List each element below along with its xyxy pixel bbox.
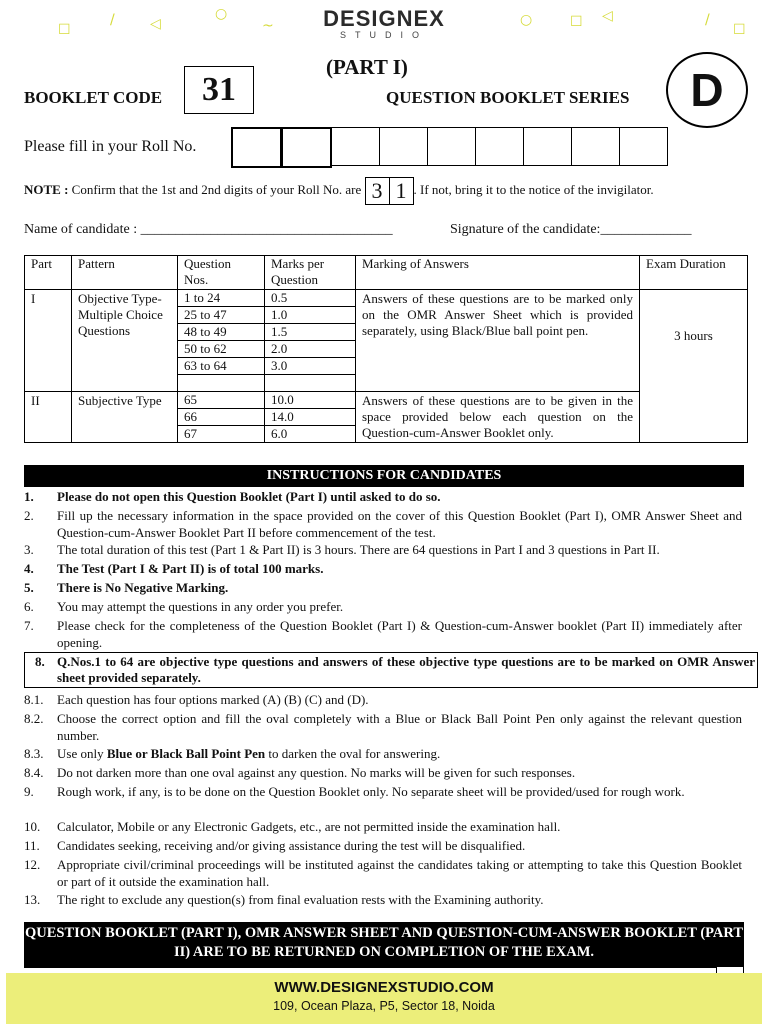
brand-logo [0, 6, 768, 40]
item-text: Q.Nos.1 to 64 are objective type questions and answers of these objective type questions are to be marked on OMR Answer sheet provided separately. [57, 654, 755, 685]
decor-line-icon: / [110, 12, 115, 28]
header-question-nos: Question Nos. [178, 256, 265, 290]
roll-number-boxes[interactable] [232, 127, 668, 168]
instruction-item [24, 764, 742, 781]
item-number: 5. [24, 580, 34, 595]
sub-row [178, 409, 355, 426]
note-line [24, 176, 654, 205]
item-number: 13. [24, 892, 41, 907]
question-range: 65 [178, 392, 265, 409]
instruction-item [24, 710, 742, 744]
item-text: Calculator, Mobile or any Electronic Gadgets, etc., are not permitted inside the examination hall. [57, 819, 561, 834]
sub-row [178, 290, 355, 307]
instruction-item [24, 507, 742, 541]
item-number: 8.2. [24, 711, 44, 726]
series-label: QUESTION BOOKLET SERIES [386, 88, 630, 107]
question-range: 66 [178, 409, 265, 426]
decor-square-icon: ☐ [58, 22, 71, 38]
header-marks: Marks per Question [265, 256, 356, 290]
instruction-item [24, 579, 742, 596]
item-number: 10. [24, 819, 41, 834]
decor-triangle-icon: ◁ [150, 16, 161, 32]
item-text-part: Use only [57, 746, 107, 761]
decor-line-icon: / [705, 12, 710, 28]
sub-row [178, 324, 355, 341]
roll-digit-2: 1 [389, 177, 414, 205]
questions-marks-subtable [178, 392, 355, 442]
brand-footer [6, 973, 762, 1024]
table-row [25, 392, 748, 443]
instruction-item [24, 488, 742, 505]
marks-value: 3.0 [265, 358, 356, 375]
marks-value: 2.0 [265, 341, 356, 358]
marks-value: 10.0 [265, 392, 356, 409]
address: 109, Ocean Plaza, P5, Sector 18, Noida [273, 999, 495, 1013]
instruction-item [24, 541, 742, 558]
item-number: 6. [24, 599, 34, 614]
note-text-after: . If not, bring it to the notice of the invigilator. [413, 182, 654, 197]
sub-row [178, 392, 355, 409]
note-label: NOTE : [24, 182, 69, 197]
question-range: 63 to 64 [178, 358, 265, 375]
sub-row [178, 341, 355, 358]
part-title: (PART I) [326, 55, 408, 79]
decor-square-icon: ☐ [570, 14, 583, 30]
exam-pattern-table [24, 255, 748, 443]
instruction-item [27, 654, 755, 686]
item-text: Candidates seeking, receiving and/or giving assistance during the test will be disqualified. [57, 838, 526, 853]
item-number: 11. [24, 838, 40, 853]
header-part: Part [25, 256, 72, 290]
instruction-item [24, 598, 742, 615]
item-text: Rough work, if any, is to be done on the Question Booklet only. No separate sheet will be provided/used for rough work. [57, 784, 685, 799]
item-text: Fill up the necessary information in the space provided on the cover of this Question Booklet (Part I), OMR Answer Sheet and Question-cum-Answer Booklet Part II before commencement of the test. [57, 508, 742, 540]
decor-circle-icon: ○ [215, 6, 228, 22]
item-number: 2. [24, 508, 34, 523]
item-text: You may attempt the questions in any order you prefer. [57, 599, 344, 614]
item-number: 1. [24, 489, 34, 504]
header-duration: Exam Duration [640, 256, 748, 290]
item-number: 8.1. [24, 692, 44, 707]
roll-digit-1: 3 [365, 177, 390, 205]
pattern-cell: Objective Type-Multiple Choice Questions [72, 290, 178, 392]
sub-row [178, 307, 355, 324]
item-text: The right to exclude any question(s) from final evaluation rests with the Examining authority. [57, 892, 544, 907]
instruction-item [24, 891, 742, 908]
roll-digit-box[interactable] [427, 127, 476, 166]
brand-name: DESIGNEX [323, 6, 445, 31]
item-text: The total duration of this test (Part 1 & Part II) is 3 hours. There are 64 questions in Part I and 3 questions in Part II. [57, 542, 660, 557]
item-text-bold: Blue or Black Ball Point Pen [106, 746, 266, 761]
item-text: Each question has four options marked (A) (B) (C) and (D). [57, 692, 369, 707]
item-text: Do not darken more than one oval against any question. No marks will be given for such responses. [57, 765, 576, 780]
candidate-name-field[interactable]: Name of candidate : ____________________________________ [24, 222, 393, 237]
decor-triangle-icon: ◁ [602, 8, 613, 24]
roll-digit-box[interactable] [619, 127, 668, 166]
question-range: 48 to 49 [178, 324, 265, 341]
roll-digit-box[interactable] [523, 127, 572, 166]
sub-row [178, 375, 355, 392]
booklet-code: 31 [184, 66, 254, 114]
table-header-row [25, 256, 748, 290]
part-cell: II [25, 392, 72, 443]
item-number: 3. [24, 542, 34, 557]
marks-value: 1.0 [265, 307, 356, 324]
sub-row [178, 426, 355, 443]
item-number: 7. [24, 618, 34, 633]
sub-row [178, 358, 355, 375]
booklet-code-label: BOOKLET CODE [24, 88, 163, 107]
item-text: Please do not open this Question Booklet (Part I) until asked to do so. [57, 489, 441, 504]
pattern-cell: Subjective Type [72, 392, 178, 443]
question-range: 25 to 47 [178, 307, 265, 324]
table-row [25, 290, 748, 392]
item-text-part: to darken the oval for answering. [265, 746, 441, 761]
instruction-item [24, 745, 742, 762]
instruction-item-highlighted [24, 652, 758, 688]
marks-value: 6.0 [265, 426, 356, 443]
question-range: 67 [178, 426, 265, 443]
website-link[interactable]: WWW.DESIGNEXSTUDIO.COM [274, 979, 494, 996]
item-text: The Test (Part I & Part II) is of total 100 marks. [57, 561, 324, 576]
instruction-item [24, 560, 742, 577]
note-text: Confirm that the 1st and 2nd digits of your Roll No. are [71, 182, 362, 197]
marks-value: 1.5 [265, 324, 356, 341]
item-text: There is No Negative Marking. [57, 580, 229, 595]
brand-sub: STUDIO [339, 30, 428, 40]
instruction-item [24, 783, 742, 800]
roll-digit-box[interactable] [475, 127, 524, 166]
questions-marks-cell [178, 392, 356, 443]
item-text: Appropriate civil/criminal proceedings will be instituted against the candidates taking or attempting to take this Question Booklet or part of it outside the examination hall. [57, 857, 742, 889]
item-number: 4. [24, 561, 34, 576]
roll-digit-box[interactable] [379, 127, 428, 166]
series-letter: D [666, 52, 748, 128]
item-number: 8.4. [24, 765, 44, 780]
item-text: Please check for the completeness of the Question Booklet (Part I) & Question-cum-Answer booklet (Part II) immediately after opening. [57, 618, 742, 650]
item-number: 9. [24, 784, 34, 799]
question-range: 50 to 62 [178, 341, 265, 358]
decor-squiggle-icon: ~ [262, 18, 274, 34]
candidate-signature-field[interactable]: Signature of the candidate:_____________ [450, 222, 692, 237]
decor-square-icon: ☐ [733, 22, 746, 38]
roll-digit-box[interactable] [331, 127, 380, 166]
instructions-heading: INSTRUCTIONS FOR CANDIDATES [24, 465, 744, 487]
return-notice: QUESTION BOOKLET (PART I), OMR ANSWER SHEET AND QUESTION-CUM-ANSWER BOOKLET (PART II) ARE TO BE RETURNED ON COMPLETION OF THE EXAM. [24, 922, 744, 968]
instruction-item [24, 856, 742, 890]
marking-cell: Answers of these questions are to be marked only on the OMR Answer Sheet which is provided separately, using Black/Blue ball point pen. [356, 290, 640, 392]
header-pattern: Pattern [72, 256, 178, 290]
item-number: 12. [24, 857, 41, 872]
roll-digit-box[interactable] [281, 127, 332, 168]
marking-cell: Answers of these questions are to be given in the space provided below each question on the Question-cum-Answer Booklet only. [356, 392, 640, 443]
duration-cell: 3 hours [640, 290, 748, 443]
roll-label: Please fill in your Roll No. [24, 138, 197, 155]
item-text [57, 745, 742, 762]
item-number: 8.3. [24, 746, 44, 761]
item-text: Choose the correct option and fill the oval completely with a Blue or Black Ball Point Pen only against the relevant question number. [57, 711, 742, 743]
item-number: 8. [35, 654, 45, 669]
part-cell: I [25, 290, 72, 392]
instruction-item [24, 837, 742, 854]
instruction-item [24, 617, 742, 651]
questions-marks-cell [178, 290, 356, 392]
questions-marks-subtable [178, 290, 355, 391]
decor-circle-icon: ○ [520, 12, 533, 28]
marks-value: 14.0 [265, 409, 356, 426]
question-range: 1 to 24 [178, 290, 265, 307]
roll-digit-box[interactable] [231, 127, 282, 168]
header-marking: Marking of Answers [356, 256, 640, 290]
instruction-item [24, 818, 742, 835]
marks-value: 0.5 [265, 290, 356, 307]
roll-digit-box[interactable] [571, 127, 620, 166]
instruction-item [24, 691, 742, 708]
